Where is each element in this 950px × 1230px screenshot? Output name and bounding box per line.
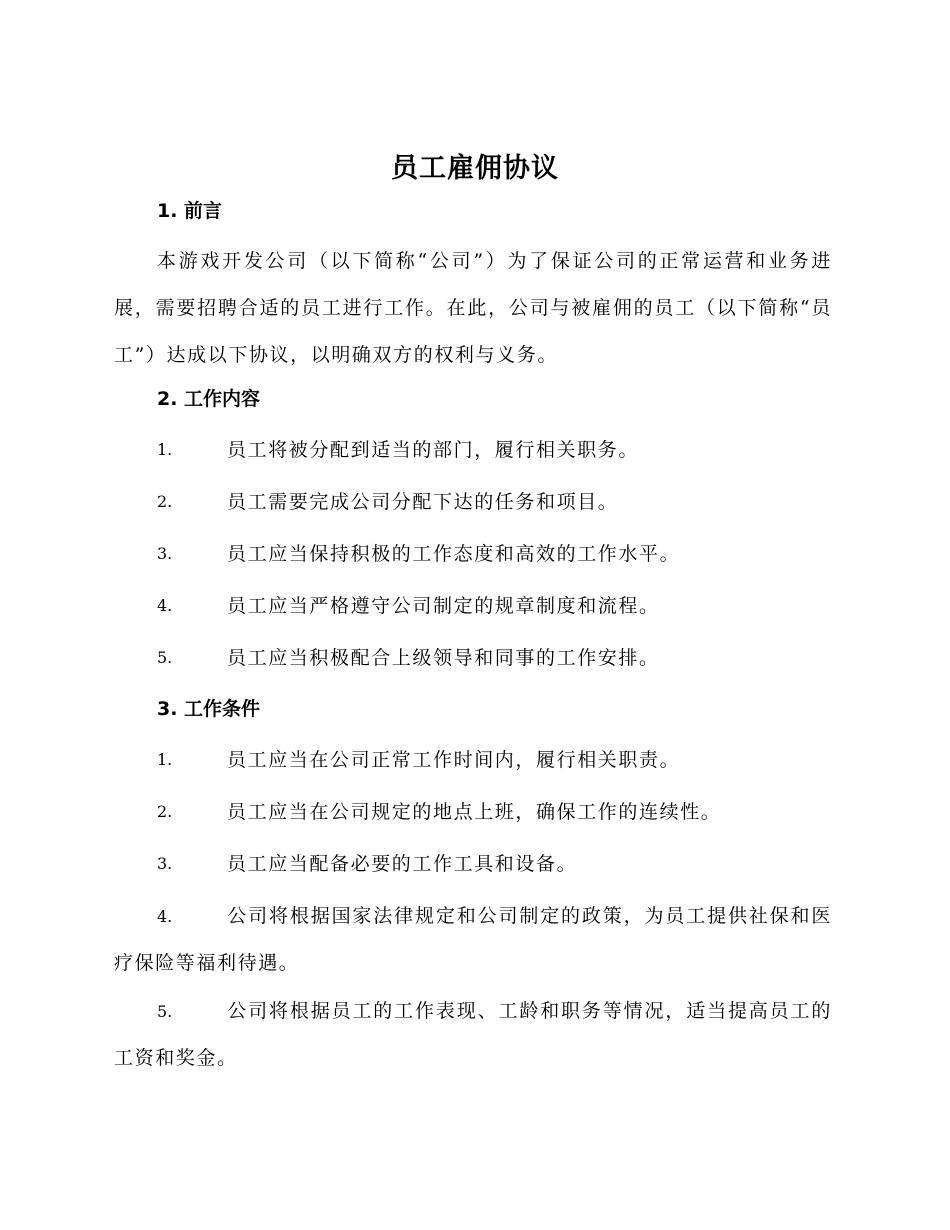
section-heading-preface: 1. 前言 bbox=[157, 200, 223, 222]
list-item-text: 公司将根据国家法律规定和公司制定的政策，为员工提供社保和医疗保险等福利待遇。 bbox=[114, 905, 832, 974]
preface-paragraph: 本游戏开发公司（以下简称“公司”）为了保证公司的正常运营和业务进展，需要招聘合适的员工进行工作。在此，公司与被雇佣的员工（以下简称“员工”）达成以下协议，以明确双方的权利与义务。 bbox=[114, 250, 832, 366]
list-item-text: 员工应当在公司正常工作时间内，履行相关职责。 bbox=[227, 749, 681, 771]
list-item-text: 员工应当在公司规定的地点上班，确保工作的连续性。 bbox=[227, 801, 722, 823]
list-item-number: 1. bbox=[157, 750, 173, 769]
list-item bbox=[114, 988, 832, 1081]
section-heading-work-content: 2. 工作内容 bbox=[157, 388, 261, 410]
list-item-number: 1. bbox=[157, 440, 173, 459]
list-item-number: 2. bbox=[157, 802, 173, 821]
list-item-text: 员工应当配备必要的工作工具和设备。 bbox=[227, 853, 578, 875]
list-item-number: 2. bbox=[157, 492, 173, 511]
list-item-text: 公司将根据员工的工作表现、工龄和职务等情况，适当提高员工的工资和奖金。 bbox=[114, 1000, 832, 1069]
list-item bbox=[114, 893, 832, 986]
list-item-number: 5. bbox=[157, 648, 173, 667]
list-item-text: 员工应当保持积极的工作态度和高效的工作水平。 bbox=[227, 543, 681, 565]
list-item-text: 员工应当积极配合上级领导和同事的工作安排。 bbox=[227, 647, 660, 669]
list-item-text: 员工应当严格遵守公司制定的规章制度和流程。 bbox=[227, 595, 660, 617]
document-title: 员工雇佣协议 bbox=[391, 153, 559, 184]
list-item-number: 3. bbox=[157, 544, 173, 563]
list-item-number: 3. bbox=[157, 854, 173, 873]
list-item-number: 5. bbox=[157, 1002, 173, 1021]
section-heading-work-conditions: 3. 工作条件 bbox=[157, 698, 261, 720]
list-item-number: 4. bbox=[157, 596, 173, 615]
list-item-text: 员工需要完成公司分配下达的任务和项目。 bbox=[227, 491, 619, 513]
list-item-number: 4. bbox=[157, 907, 173, 926]
list-item-text: 员工将被分配到适当的部门，履行相关职务。 bbox=[227, 439, 640, 461]
